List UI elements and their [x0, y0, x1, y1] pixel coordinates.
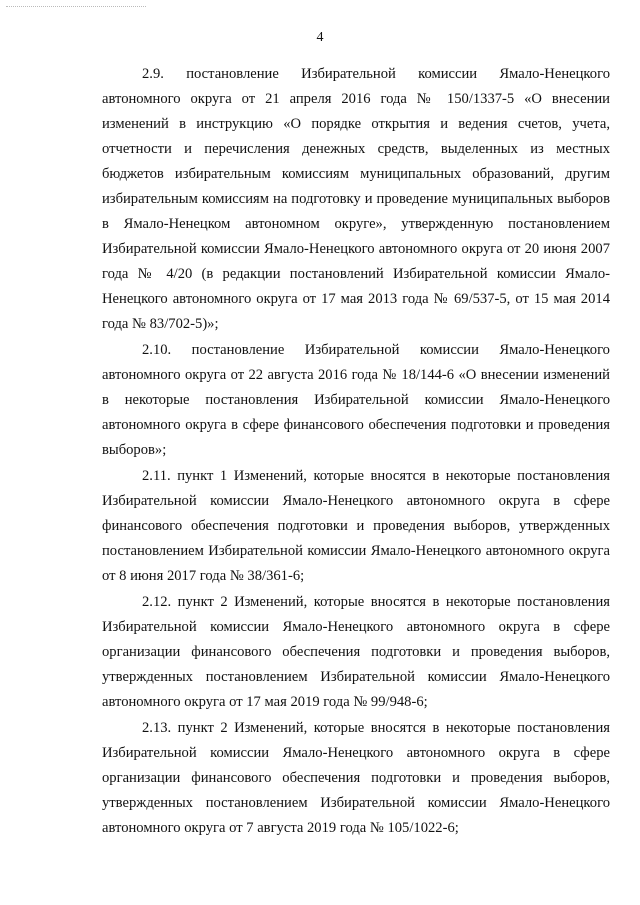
item-text: постановление Избирательной комиссии Ямало-Ненецкого автономного округа от 21 апреля 2016 года № 150/1337-5 «О внесении изменений в инструкцию «О порядке открытия и ведения счетов, учета, отчетности и перечисления денежных средств, выделенных из местных бюджетов избирательным комиссиям муниципальных образований, другим избирательным комиссиям на подготовку и проведение муниципальных выборов в Ямало-Ненецком автономном округе», утвержденную постановлением Избирательной комиссии Ямало-Ненецкого автономного округа от 20 июня 2007 года № 4/20 (в редакции постановлений Избирательной комиссии Ямало-Ненецкого автономного округа от 17 мая 2013 года № 69/537-5, от 15 мая 2014 года № 83/702-5)»; — [102, 66, 610, 332]
item-number: 2.13. — [142, 720, 172, 736]
document-body — [102, 62, 610, 842]
list-item-2-12 — [102, 590, 610, 715]
scan-artifact — [6, 6, 146, 11]
item-text: пункт 2 Изменений, которые вносятся в некоторые постановления Избирательной комиссии Ямало-Ненецкого автономного округа в сфере организации финансового обеспечения подготовки и проведения выборов, утвержденных постановлением Избирательной комиссии Ямало-Ненецкого автономного округа от 17 мая 2019 года № 99/948-6; — [102, 594, 610, 710]
list-item-2-13 — [102, 716, 610, 841]
item-number: 2.10. — [142, 342, 172, 358]
list-item-2-10 — [102, 338, 610, 463]
list-item-2-11 — [102, 464, 610, 589]
item-text: пункт 2 Изменений, которые вносятся в некоторые постановления Избирательной комиссии Ямало-Ненецкого автономного округа в сфере организации финансового обеспечения подготовки и проведения выборов, утвержденных постановлением Избирательной комиссии Ямало-Ненецкого автономного округа от 7 августа 2019 года № 105/1022-6; — [102, 720, 610, 836]
item-number: 2.9. — [142, 66, 164, 82]
page-number: 4 — [316, 30, 324, 45]
item-number: 2.12. — [142, 594, 172, 610]
list-item-2-9 — [102, 62, 610, 337]
item-text: пункт 1 Изменений, которые вносятся в некоторые постановления Избирательной комиссии Ямало-Ненецкого автономного округа в сфере финансового обеспечения подготовки и проведения выборов, утвержденных постановлением Избирательной комиссии Ямало-Ненецкого автономного округа от 8 июня 2017 года № 38/361-6; — [102, 468, 610, 584]
item-text: постановление Избирательной комиссии Ямало-Ненецкого автономного округа от 22 августа 2016 года № 18/144-6 «О внесении изменений в некоторые постановления Избирательной комиссии Ямало-Ненецкого автономного округа в сфере финансового обеспечения подготовки и проведения выборов»; — [102, 342, 610, 458]
item-number: 2.11. — [142, 468, 171, 484]
